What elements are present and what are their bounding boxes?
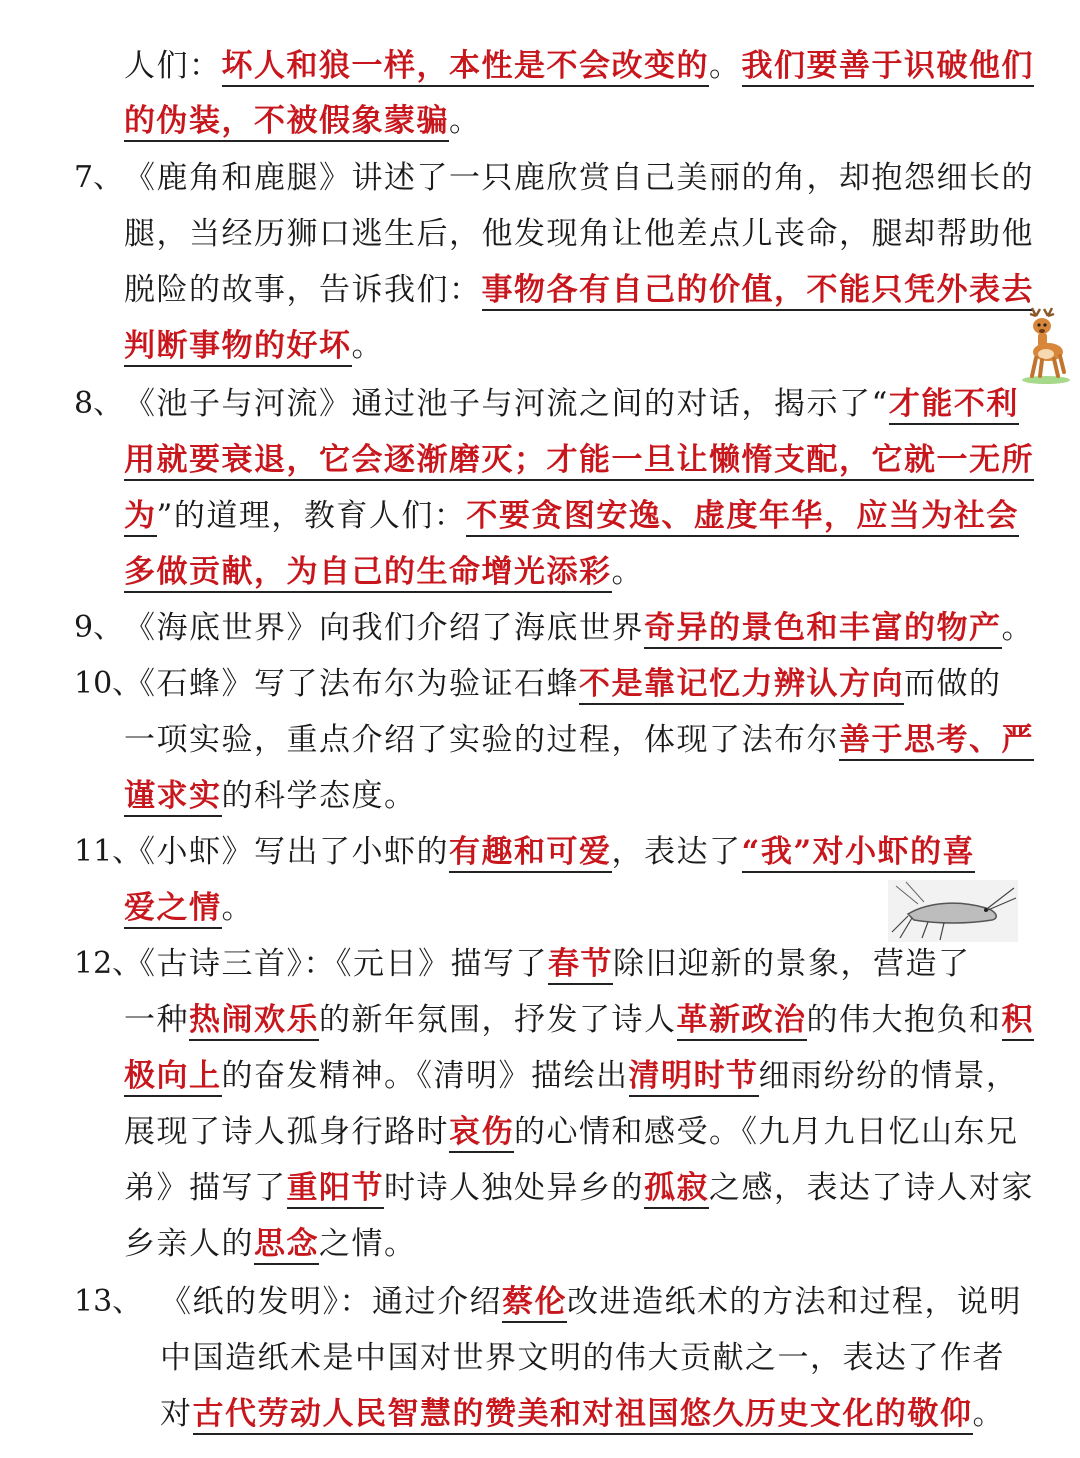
- plain-text: 。: [449, 103, 482, 139]
- plain-text: 展现了诗人孤身行路时: [124, 1114, 449, 1150]
- text-line: [124, 1112, 1019, 1152]
- text-line: [124, 158, 1034, 198]
- text-line: [124, 888, 254, 928]
- plain-text: 《池子与河流》通过池子与河流之间的对话，揭示了“: [124, 386, 889, 422]
- plain-text: 。: [709, 48, 742, 84]
- plain-text: 《石蜂》写了法布尔为验证石蜂: [124, 666, 579, 702]
- plain-text: ”的道理，教育人们：: [156, 498, 467, 534]
- plain-text: 的新年氛围，抒发了诗人: [319, 1002, 677, 1038]
- answer-text: 有趣和可爱: [449, 834, 612, 873]
- plain-text: 《古诗三首》：《元日》描写了: [124, 946, 548, 982]
- text-line: [124, 720, 1034, 760]
- text-line: [124, 384, 1019, 424]
- answer-text: 古代劳动人民智慧的赞美和对祖国悠久历史文化的敬仰: [193, 1396, 973, 1435]
- text-line: [124, 608, 1034, 648]
- text-line: [160, 1338, 1005, 1378]
- text-line: [124, 1056, 1019, 1096]
- answer-text: 多做贡献，为自己的生命增光添彩: [124, 554, 612, 593]
- answer-text: 蔡伦: [502, 1284, 567, 1323]
- item-number: 12、: [74, 946, 143, 981]
- text-line: [124, 440, 1034, 480]
- answer-text: 不要贪图安逸、虚度年华，应当为社会: [466, 498, 1019, 537]
- answer-text: 孤寂: [644, 1170, 709, 1209]
- plain-text: 的奋发精神。《清明》描绘出: [221, 1058, 629, 1094]
- plain-text: 《纸的发明》：通过介绍: [160, 1284, 502, 1320]
- plain-text: 乡亲人的: [124, 1226, 254, 1262]
- plain-text: 的心情和感受。《九月九日忆山东兄: [514, 1114, 1019, 1150]
- plain-text: 除旧迎新的景象，营造了: [613, 946, 971, 982]
- answer-text: 热闹欢乐: [189, 1002, 319, 1041]
- answer-text: 用就要衰退，它会逐渐磨灭；才能一旦让懒惰支配，它就一无所: [124, 442, 1034, 481]
- item-number: 11、: [74, 834, 143, 869]
- text-line: [124, 101, 482, 141]
- answer-text: 极向上: [124, 1058, 222, 1097]
- answer-text: 为: [124, 498, 157, 537]
- answer-text: “我”对小虾的喜: [742, 834, 976, 873]
- text-line: [160, 1394, 1005, 1434]
- answer-text: 革新政治: [677, 1002, 807, 1041]
- text-line: [160, 1282, 1022, 1322]
- answer-text: 爱之情: [124, 890, 222, 929]
- text-line: [124, 552, 644, 592]
- item-number: 9、: [74, 610, 124, 645]
- text-line: [124, 664, 1002, 704]
- plain-text: 改进造纸术的方法和过程，说明: [567, 1284, 1022, 1320]
- plain-text: 。: [221, 890, 254, 926]
- plain-text: 《小虾》写出了小虾的: [124, 834, 449, 870]
- answer-text: 哀伤: [449, 1114, 514, 1153]
- text-line: [124, 1000, 1034, 1040]
- text-line: [124, 214, 1034, 254]
- item-number: 10、: [74, 666, 143, 701]
- text-line: [124, 326, 384, 366]
- answer-text: 善于思考、严: [839, 722, 1034, 761]
- plain-text: 而做的: [904, 666, 1002, 702]
- answer-text: 才能不利: [889, 386, 1019, 425]
- answer-text: 思念: [254, 1226, 319, 1265]
- plain-text: 。: [611, 554, 644, 590]
- plain-text: 腿，当经历狮口逃生后，他发现角让他差点儿丧命，腿却帮助他: [124, 216, 1034, 252]
- plain-text: 。: [1001, 610, 1034, 646]
- item-number: 13、: [74, 1284, 143, 1319]
- shrimp-sketch: [888, 880, 1018, 942]
- answer-text: 清明时节: [629, 1058, 759, 1097]
- answer-text: 判断事物的好坏: [124, 328, 352, 367]
- plain-text: 中国造纸术是中国对世界文明的伟大贡献之一，表达了作者: [160, 1340, 1005, 1376]
- plain-text: 弟》描写了: [124, 1170, 287, 1206]
- answer-text: 谨求实: [124, 778, 222, 817]
- deer-illustration: [1018, 306, 1074, 384]
- plain-text: 《鹿角和鹿腿》讲述了一只鹿欣赏自己美丽的角，却抱怨细长的: [124, 160, 1034, 196]
- item-number: 7、: [74, 160, 124, 195]
- answer-text: 事物各有自己的价值，不能只凭外表去: [482, 272, 1035, 311]
- text-line: [124, 776, 417, 816]
- plain-text: 对: [160, 1396, 193, 1432]
- answer-text: 积: [1002, 1002, 1035, 1041]
- plain-text: 细雨纷纷的情景，: [758, 1058, 1019, 1094]
- plain-text: 。: [351, 328, 384, 364]
- plain-text: 一项实验，重点介绍了实验的过程，体现了法布尔: [124, 722, 839, 758]
- plain-text: 一种: [124, 1002, 189, 1038]
- plain-text: 之情。: [319, 1226, 417, 1262]
- plain-text: ，表达了: [611, 834, 742, 870]
- answer-text: 春节: [548, 946, 613, 985]
- plain-text: 的科学态度。: [221, 778, 417, 814]
- answer-text: 不是靠记忆力辨认方向: [579, 666, 904, 705]
- text-line: [124, 944, 971, 984]
- text-line: [124, 832, 975, 872]
- plain-text: 的伟大抱负和: [806, 1002, 1002, 1038]
- answer-text: 我们要善于识破他们: [742, 48, 1035, 87]
- text-line: [124, 1224, 417, 1264]
- answer-text: 的伪装，不被假象蒙骗: [124, 103, 449, 142]
- answer-text: 重阳节: [287, 1170, 385, 1209]
- text-line: [124, 1168, 1034, 1208]
- text-line: [124, 46, 1034, 86]
- text-line: [124, 270, 1034, 310]
- plain-text: 人们：: [124, 48, 222, 84]
- plain-text: 时诗人独处异乡的: [384, 1170, 644, 1206]
- item-number: 8、: [74, 386, 124, 421]
- answer-text: 坏人和狼一样，本性是不会改变的: [222, 48, 710, 87]
- plain-text: 脱险的故事，告诉我们：: [124, 272, 482, 308]
- answer-text: 奇异的景色和丰富的物产: [644, 610, 1002, 649]
- plain-text: 之感，表达了诗人对家: [709, 1170, 1034, 1206]
- plain-text: 。: [972, 1396, 1005, 1432]
- text-line: [124, 496, 1019, 536]
- plain-text: 《海底世界》向我们介绍了海底世界: [124, 610, 644, 646]
